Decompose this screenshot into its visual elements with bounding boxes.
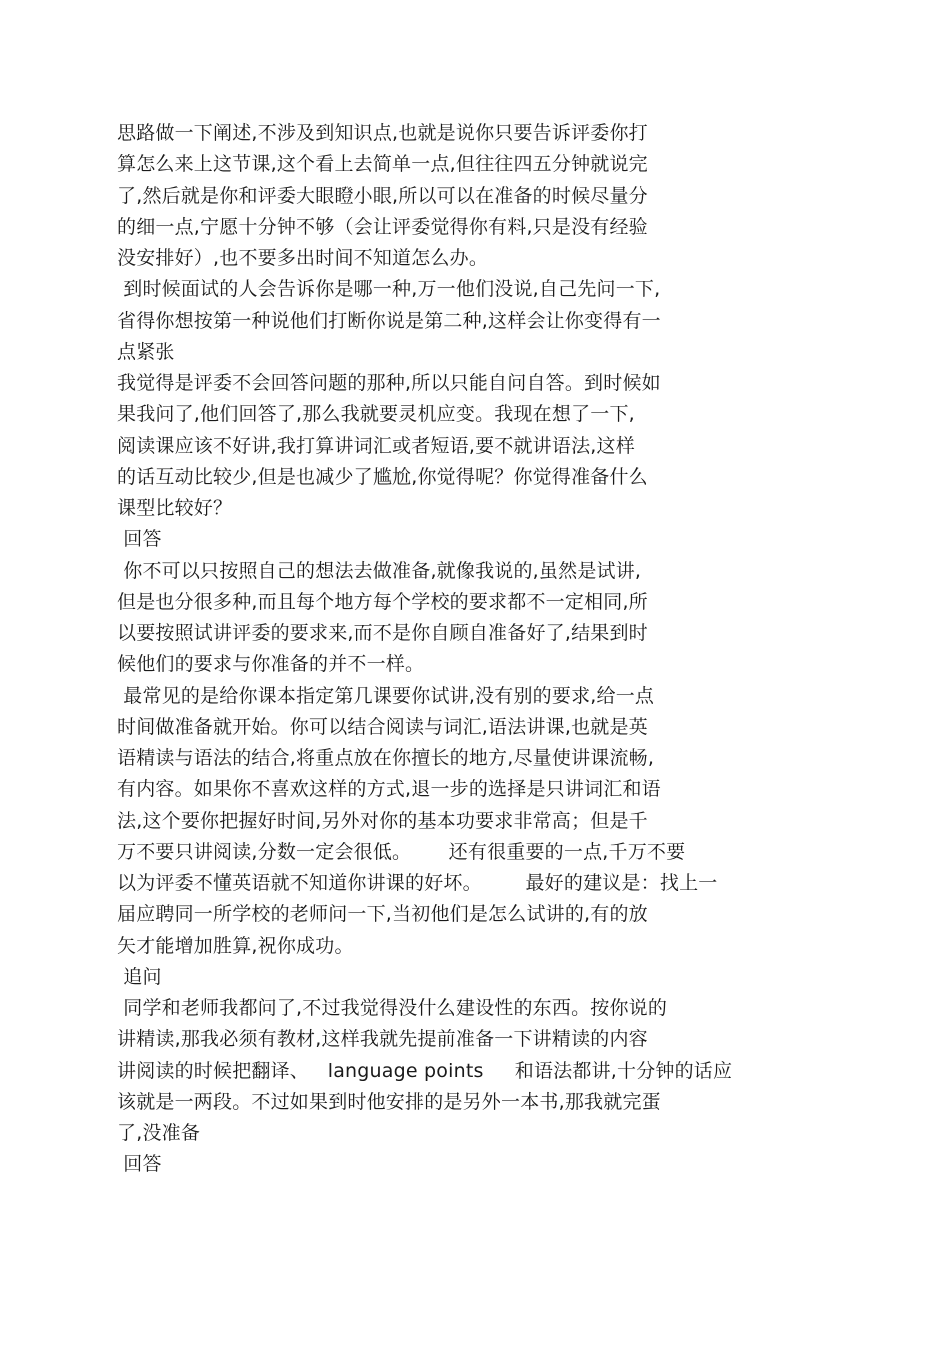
text-line: 该就是一两段。不过如果到时他安排的是另外一本书,那我就完蛋: [117, 1090, 661, 1113]
text-line: 的细一点,宁愿十分钟不够（会让评委觉得你有料,只是没有经验: [117, 215, 648, 238]
text-line: 万不要只讲阅读,分数一定会很低。 还有很重要的一点,千万不要: [117, 840, 686, 863]
text-line: 语精读与语法的结合,将重点放在你擅长的地方,尽量使讲课流畅,: [117, 747, 655, 769]
text-line: 时间做准备就开始。你可以结合阅读与词汇,语法讲课,也就是英: [117, 715, 648, 738]
text-line: 省得你想按第一种说他们打断你说是第二种,这样会让你变得有一: [117, 309, 661, 332]
text-line: 阅读课应该不好讲,我打算讲词汇或者短语,要不就讲语法,这样: [117, 434, 635, 457]
text-line: 法,这个要你把握好时间,另外对你的基本功要求非常高；但是千: [117, 809, 648, 832]
text-line: 点紧张: [117, 340, 175, 363]
text-line: 矢才能增加胜算,祝你成功。: [117, 934, 354, 957]
text-line: 思路做一下阐述,不涉及到知识点,也就是说你只要告诉评委你打: [117, 122, 648, 144]
text-line: 了,然后就是你和评委大眼瞪小眼,所以可以在准备的时候尽量分: [117, 184, 648, 207]
section-heading-answer: 回答: [117, 1153, 162, 1176]
text-line: 果我问了,他们回答了,那么我就要灵机应变。我现在想了一下,: [117, 403, 635, 426]
text-line: 没安排好）,也不要多出时间不知道怎么办。: [117, 247, 489, 269]
text-line: 了,没准备: [117, 1122, 201, 1144]
text-line: 候他们的要求与你准备的并不一样。: [117, 653, 425, 676]
text-line: 届应聘同一所学校的老师问一下,当初他们是怎么试讲的,有的放: [117, 903, 648, 926]
text-line: 但是也分很多种,而且每个地方每个学校的要求都不一定相同,所: [117, 590, 648, 613]
text-line: 以为评委不懂英语就不知道你讲课的好坏。 最好的建议是：找上一: [117, 872, 718, 894]
text-line: 讲阅读的时候把翻译、 language points 和语法都讲,十分钟的话应: [117, 1059, 733, 1082]
section-heading-answer: 回答: [117, 528, 162, 551]
text-line: 同学和老师我都问了,不过我觉得没什么建设性的东西。按你说的: [117, 997, 668, 1019]
text-line: 有内容。如果你不喜欢这样的方式,退一步的选择是只讲词汇和语: [117, 778, 661, 801]
document-body: [117, 118, 817, 1181]
text-line: 课型比较好？: [117, 497, 233, 519]
section-heading-follow-up: 追问: [117, 965, 162, 988]
text-line: 算怎么来上这节课,这个看上去简单一点,但往往四五分钟就说完: [117, 153, 648, 176]
text-line: 我觉得是评委不会回答问题的那种,所以只能自问自答。到时候如: [117, 372, 661, 394]
text-line: 的话互动比较少,但是也减少了尴尬,你觉得呢？你觉得准备什么: [117, 465, 648, 488]
text-line: 到时候面试的人会告诉你是哪一种,万一他们没说,自己先问一下,: [117, 278, 661, 301]
text-line: 你不可以只按照自己的想法去做准备,就像我说的,虽然是试讲,: [117, 559, 642, 582]
text-line: 讲精读,那我必须有教材,这样我就先提前准备一下讲精读的内容: [117, 1028, 648, 1051]
text-line: 以要按照试讲评委的要求来,而不是你自顾自准备好了,结果到时: [117, 622, 648, 644]
text-line: 最常见的是给你课本指定第几课要你试讲,没有别的要求,给一点: [117, 684, 655, 707]
